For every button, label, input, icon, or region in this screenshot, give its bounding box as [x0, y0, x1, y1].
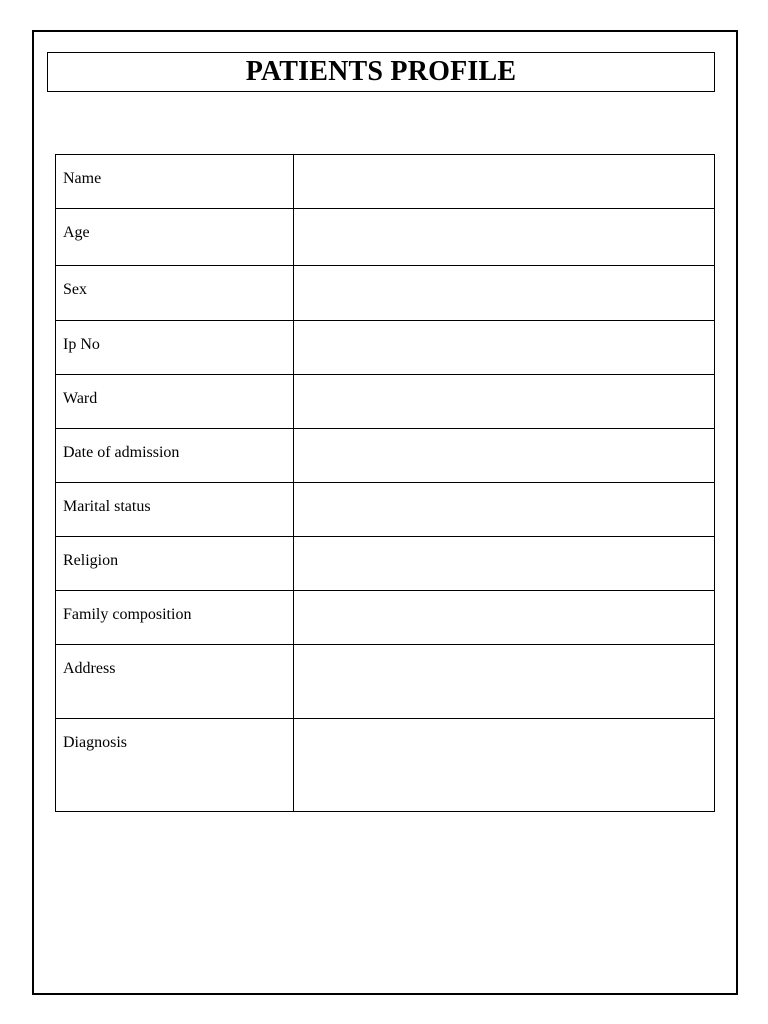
table-row — [56, 429, 715, 483]
row-value-religion[interactable] — [294, 537, 715, 591]
table-row — [56, 266, 715, 321]
row-label-date-of-admission: Date of admission — [56, 429, 294, 483]
title-box — [47, 52, 715, 92]
row-label-family-composition: Family composition — [56, 591, 294, 645]
row-label-ward: Ward — [56, 375, 294, 429]
table-row — [56, 537, 715, 591]
table-row — [56, 321, 715, 375]
row-value-address[interactable] — [294, 645, 715, 719]
table-row — [56, 375, 715, 429]
row-label-ip-no: Ip No — [56, 321, 294, 375]
row-value-ward[interactable] — [294, 375, 715, 429]
patient-profile-table — [55, 154, 715, 812]
table-row — [56, 719, 715, 812]
row-label-name: Name — [56, 155, 294, 209]
row-label-religion: Religion — [56, 537, 294, 591]
row-value-marital-status[interactable] — [294, 483, 715, 537]
row-label-sex: Sex — [56, 266, 294, 321]
page-title: PATIENTS PROFILE — [245, 56, 517, 87]
table-row — [56, 591, 715, 645]
row-value-age[interactable] — [294, 209, 715, 266]
row-value-date-of-admission[interactable] — [294, 429, 715, 483]
table-row — [56, 645, 715, 719]
row-value-ip-no[interactable] — [294, 321, 715, 375]
table-row — [56, 209, 715, 266]
row-value-sex[interactable] — [294, 266, 715, 321]
table-row — [56, 483, 715, 537]
row-label-marital-status: Marital status — [56, 483, 294, 537]
table-row — [56, 155, 715, 209]
row-value-diagnosis[interactable] — [294, 719, 715, 812]
row-value-name[interactable] — [294, 155, 715, 209]
row-label-age: Age — [56, 209, 294, 266]
row-label-diagnosis: Diagnosis — [56, 719, 294, 812]
row-label-address: Address — [56, 645, 294, 719]
row-value-family-composition[interactable] — [294, 591, 715, 645]
